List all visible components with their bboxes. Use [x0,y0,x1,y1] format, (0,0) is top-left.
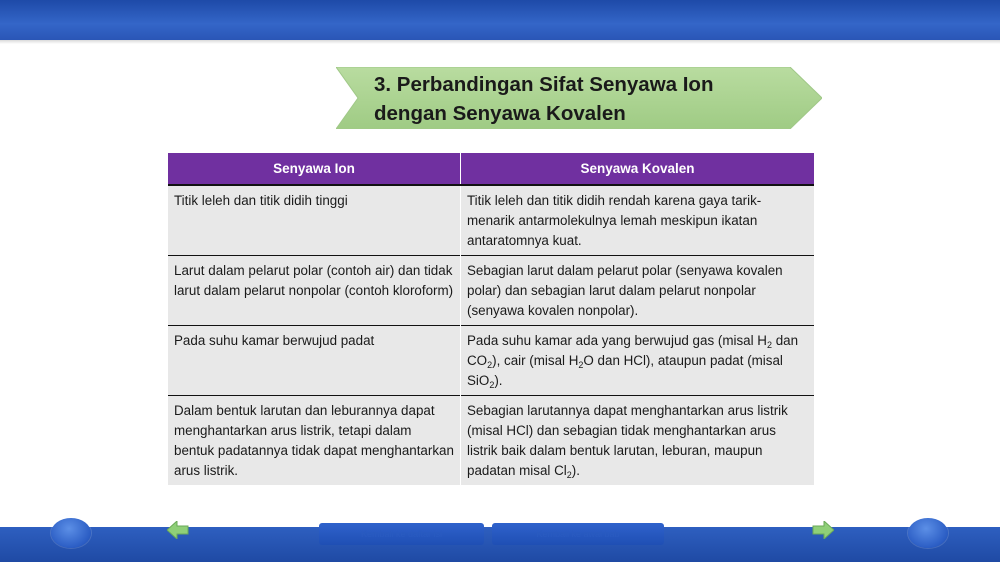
title-banner [336,67,822,129]
cell-ion: Larut dalam pelarut polar (contoh air) dan tidak larut dalam pelarut nonpolar (contoh kloroform) [168,256,461,326]
header-senyawa-ion: Senyawa Ion [168,153,461,185]
subscript: 2 [489,380,495,390]
subscript: 2 [766,340,772,350]
text-segment: O dan HCl), ataupun padat (misal SiO [467,353,783,388]
cell-ion: Pada suhu kamar berwujud padat [168,326,461,396]
header-senyawa-kovalen: Senyawa Kovalen [461,153,815,185]
text-segment: Sebagian larutannya dapat menghantarkan arus listrik (misal HCl) dan sebagian tidak menghantarkan arus listrik baik dalam bentuk larutan, leburan, maupun padatan misal Cl [467,403,788,478]
text-segment: ). [571,463,580,478]
table-row [168,185,814,256]
title-line-2: dengan Senyawa Kovalen [374,102,626,125]
table-row [168,256,814,326]
table-row [168,326,814,396]
next-arrow-icon[interactable] [812,521,834,539]
text-segment: dan CO [467,333,799,368]
subscript: 2 [578,360,584,370]
cell-kovalen: Titik leleh dan titik didih rendah karena gaya tarik-menarik antarmolekulnya lemah meskipun ikatan antaratomnya kuat. [461,185,815,256]
cell-ion: Titik leleh dan titik didih tinggi [168,185,461,256]
text-segment: ), cair (misal H [492,353,579,368]
table-row [168,396,814,486]
table-header-row [168,153,814,185]
text-segment: ). [494,373,503,388]
cell-kovalen: Sebagian larut dalam pelarut polar (senyawa kovalen polar) dan sebagian larut dalam pelarut nonpolar (senyawa kovalen nonpolar). [461,256,815,326]
subscript: 2 [566,470,572,480]
cell-kovalen [461,326,815,396]
cell-kovalen [461,396,815,486]
back-to-chapter-start-button[interactable]: Kembali ke awal bab [492,523,664,545]
page-title [374,70,794,128]
text-segment: Pada suhu kamar ada yang berwujud gas (misal H [467,333,767,348]
home-oval-button-right[interactable] [908,518,948,548]
previous-arrow-icon[interactable] [167,521,189,539]
cell-ion: Dalam bentuk larutan dan leburannya dapat menghantarkan arus listrik, tetapi dalam bentuk padatannya tidak dapat menghantarkan arus listrik. [168,396,461,486]
subscript: 2 [487,360,493,370]
back-to-contents-button[interactable]: Kembali ke daftar isi [319,523,484,545]
home-oval-button-left[interactable] [51,518,91,548]
top-bar [0,0,1000,40]
title-line-1: 3. Perbandingan Sifat Senyawa Ion [374,73,714,96]
comparison-table [168,153,814,485]
